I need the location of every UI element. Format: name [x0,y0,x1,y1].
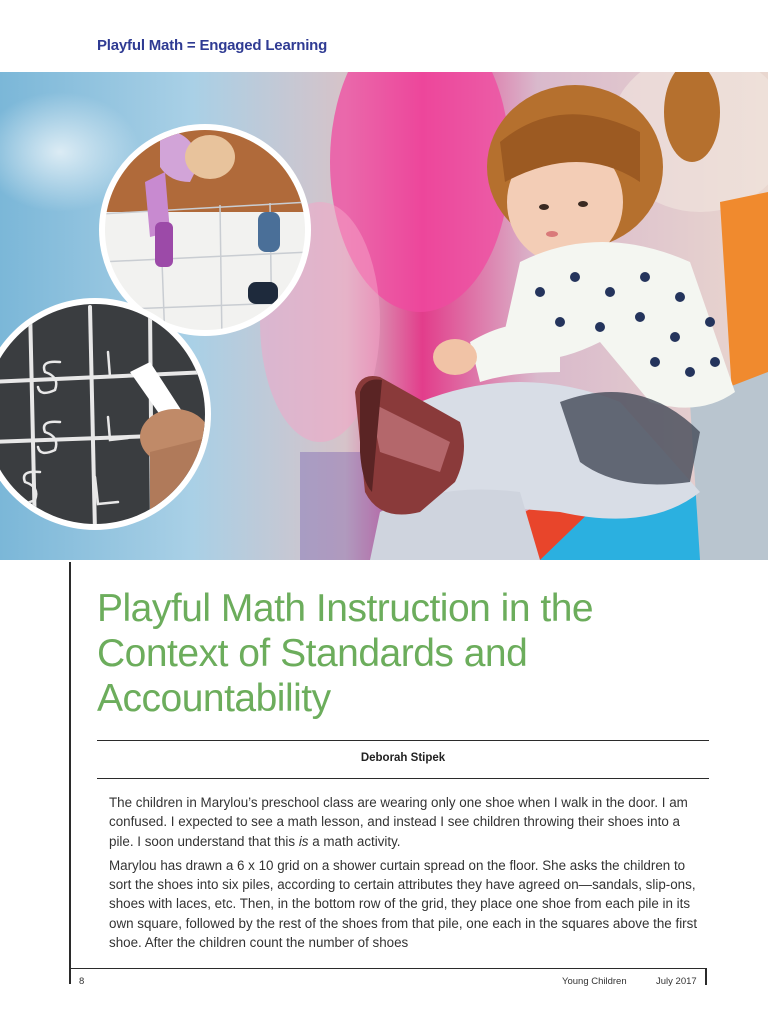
article-title: Playful Math Instruction in the Context of Standards and Accountability [97,587,594,720]
footer-journal-name: Young Children [562,976,627,987]
body-paragraph-2: Marylou has drawn a 6 x 10 grid on a shower curtain spread on the floor. She asks the children to sort the shoes into six piles, according to certain attributes they have agreed on—sandals, slip-ons, shoes with laces, etc. Then, in the bottom row of the grid, they place one shoe from each pile in its own square, followed by the rest of the shoes from that pile, one each in the squares above the first shoe. After the children count the number of shoes [109,857,698,951]
left-margin-rule [69,562,71,984]
footer-date: July 2017 [656,976,697,987]
footer-tick [705,968,707,985]
hero-photo-collage [0,72,768,560]
byline-rule-top [97,740,709,741]
body-paragraph-1: The children in Marylou’s preschool class are wearing only one shoe when I walk in the door. I am confused. I expected to see a math lesson, and instead I see children throwing their shoes into a pile. I soon understand that this is a math activity. [109,795,688,849]
hero-illustration [0,72,768,560]
byline-rule-bottom [97,778,709,779]
footer-rule [69,968,707,969]
page-number: 8 [79,976,85,987]
article-body [109,793,699,957]
section-label: Playful Math = Engaged Learning [97,37,328,54]
author-byline: Deborah Stipek [360,752,446,764]
